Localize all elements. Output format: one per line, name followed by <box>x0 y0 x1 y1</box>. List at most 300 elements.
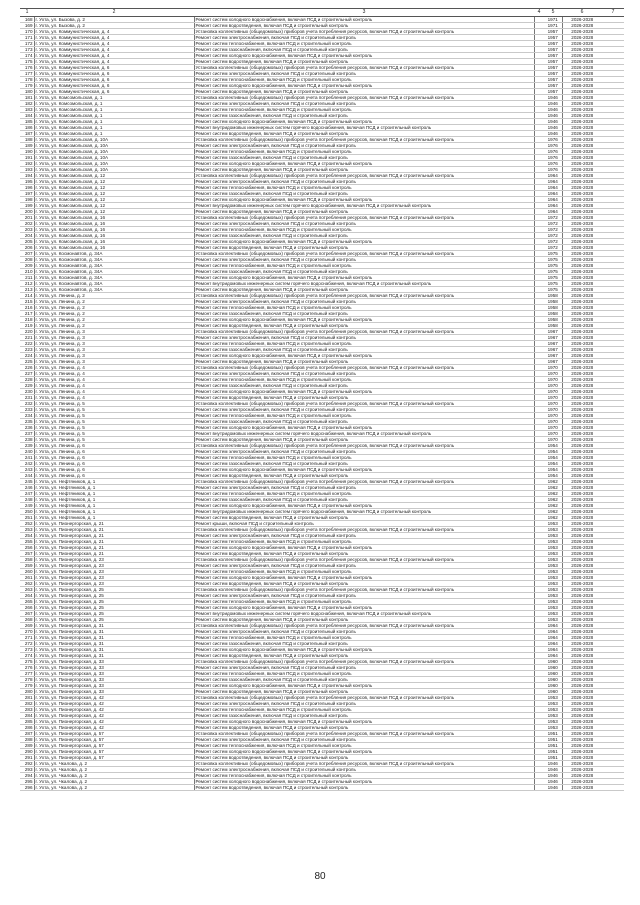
row-address: г. Ухта, ул. Космонавтов, д. 34А <box>34 269 194 275</box>
row-year-built: 1972 <box>544 245 562 251</box>
row-address: г. Ухта, ул. Чкалова, д. 2 <box>34 773 194 779</box>
row-work-type: Ремонт систем газоснабжения, включая ПСД и строительный контроль <box>194 461 534 467</box>
row-number: 262 <box>20 581 34 587</box>
row-number: 184 <box>20 113 34 119</box>
row-address: г. Ухта, ул. Коммунистическая, д. 4 <box>34 53 194 59</box>
row-address: г. Ухта, ул. Пионергорская, д. 57 <box>34 737 194 743</box>
row-work-type: Установка коллективных (общедомовых) приборов учета потребления ресурсов, включая ПСД и строительный контроль <box>194 731 534 737</box>
row-work-type: Установка коллективных (общедомовых) приборов учета потребления ресурсов, включая ПСД и строительный контроль <box>194 95 534 101</box>
row-year-built: 1953 <box>544 611 562 617</box>
row-address: г. Ухта, ул. Ленина, д. 3 <box>34 341 194 347</box>
row-number: 188 <box>20 137 34 143</box>
row-address: г. Ухта, ул. Комсомольская, д. 1 <box>34 101 194 107</box>
row-year-built: 1946 <box>544 761 562 767</box>
row-period: 2026-2028 <box>562 311 602 317</box>
row-work-type: Ремонт систем теплоснабжения, включая ПСД и строительный контроль <box>194 227 534 233</box>
header-col-6: 6 <box>562 9 602 17</box>
row-work-type: Ремонт систем газоснабжения, включая ПСД и строительный контроль <box>194 113 534 119</box>
row-work-type: Ремонт систем водоотведения, включая ПСД и строительный контроль <box>194 59 534 65</box>
row-work-type: Ремонт систем теплоснабжения, включая ПСД и строительный контроль <box>194 185 534 191</box>
row-work-type: Ремонт систем водоотведения, включая ПСД и строительный контроль <box>194 245 534 251</box>
row-year-built: 1970 <box>544 365 562 371</box>
row-address: г. Ухта, ул. Ленина, д. 2 <box>34 323 194 329</box>
row-work-type: Ремонт систем электроснабжения, включая ПСД и строительный контроль <box>194 335 534 341</box>
row-work-type: Ремонт систем холодного водоснабжения, включая ПСД и строительный контроль <box>194 719 534 725</box>
row-period: 2026-2028 <box>562 707 602 713</box>
row-address: г. Ухта, ул. Пионергорская, д. 23 <box>34 557 194 563</box>
row-address: г. Ухта, ул. Пионергорская, д. 21 <box>34 527 194 533</box>
row-period: 2026-2028 <box>562 485 602 491</box>
row-address: г. Ухта, ул. Пионергорская, д. 33 <box>34 689 194 695</box>
row-work-type: Ремонт систем холодного водоснабжения, включая ПСД и строительный контроль <box>194 53 534 59</box>
row-address: г. Ухта, ул. Нефтяников, д. 1 <box>34 503 194 509</box>
row-address: г. Ухта, ул. Пионергорская, д. 23 <box>34 581 194 587</box>
row-period: 2026-2028 <box>562 755 602 761</box>
row-work-type: Ремонт систем холодного водоснабжения, включая ПСД и строительный контроль <box>194 317 534 323</box>
row-year-built: 1958 <box>544 317 562 323</box>
row-period: 2026-2028 <box>562 623 602 629</box>
row-number: 291 <box>20 755 34 761</box>
row-number: 287 <box>20 731 34 737</box>
row-number: 264 <box>20 593 34 599</box>
row-number: 181 <box>20 95 34 101</box>
row-work-type: Ремонт систем теплоснабжения, включая ПСД и строительный контроль <box>194 773 534 779</box>
row-address: г. Ухта, ул. Космонавтов, д. 34А <box>34 257 194 263</box>
row-year-built: 1962 <box>544 485 562 491</box>
row-year-built: 1960 <box>544 671 562 677</box>
row-address: г. Ухта, ул. Комсомольская, д. 12 <box>34 197 194 203</box>
row-work-type: Ремонт систем холодного водоснабжения, включая ПСД и строительный контроль <box>194 389 534 395</box>
row-number: 260 <box>20 569 34 575</box>
row-number: 212 <box>20 281 34 287</box>
row-number: 268 <box>20 617 34 623</box>
row-period: 2026-2028 <box>562 665 602 671</box>
row-year-built: 1958 <box>544 305 562 311</box>
row-number: 282 <box>20 701 34 707</box>
row-work-type: Ремонт внутридомовых инженерных систем горячего водоснабжения, включая ПСД и строительный контроль <box>194 203 534 209</box>
row-address: г. Ухта, ул. Ленина, д. 4 <box>34 377 194 383</box>
row-period: 2026-2028 <box>562 575 602 581</box>
row-work-type: Ремонт систем холодного водоснабжения, включая ПСД и строительный контроль <box>194 575 534 581</box>
row-year-built: 1946 <box>544 107 562 113</box>
row-address: г. Ухта, ул. Комсомольская, д. 16 <box>34 239 194 245</box>
row-number: 283 <box>20 707 34 713</box>
row-work-type: Ремонт систем теплоснабжения, включая ПСД и строительный контроль <box>194 569 534 575</box>
row-year-built: 1953 <box>544 719 562 725</box>
row-period: 2026-2028 <box>562 233 602 239</box>
row-number: 196 <box>20 185 34 191</box>
row-number: 270 <box>20 629 34 635</box>
row-address: г. Ухта, ул. Космонавтов, д. 34А <box>34 281 194 287</box>
row-work-type: Ремонт систем теплоснабжения, включая ПСД и строительный контроль <box>194 305 534 311</box>
row-work-type: Ремонт систем водоотведения, включая ПСД и строительный контроль <box>194 167 534 173</box>
row-year-built: 1958 <box>544 299 562 305</box>
row-address: г. Ухта, ул. Чкалова, д. 2 <box>34 761 194 767</box>
row-year-built: 1953 <box>544 617 562 623</box>
row-number: 177 <box>20 71 34 77</box>
row-number: 296 <box>20 785 34 791</box>
row-year-built: 1975 <box>544 269 562 275</box>
row-work-type: Ремонт систем теплоснабжения, включая ПСД и строительный контроль <box>194 41 534 47</box>
row-period: 2026-2028 <box>562 539 602 545</box>
row-year-built: 1972 <box>544 233 562 239</box>
row-work-type: Ремонт систем электроснабжения, включая ПСД и строительный контроль <box>194 179 534 185</box>
row-number: 205 <box>20 239 34 245</box>
row-address: г. Ухта, ул. Пионергорская, д. 42 <box>34 725 194 731</box>
row-number: 242 <box>20 461 34 467</box>
row-number: 272 <box>20 641 34 647</box>
row-period: 2026-2028 <box>562 173 602 179</box>
row-period: 2026-2028 <box>562 179 602 185</box>
row-period: 2026-2028 <box>562 467 602 473</box>
row-address: г. Ухта, ул. Комсомольская, д. 10А <box>34 143 194 149</box>
row-year-built: 1975 <box>544 257 562 263</box>
row-year-built: 1962 <box>544 509 562 515</box>
row-period: 2026-2028 <box>562 101 602 107</box>
row-period: 2026-2028 <box>562 593 602 599</box>
row-number: 197 <box>20 191 34 197</box>
row-address: г. Ухта, ул. Пионергорская, д. 25 <box>34 617 194 623</box>
row-work-type: Ремонт внутридомовых инженерных систем горячего водоснабжения, включая ПСД и строительный контроль <box>194 281 534 287</box>
row-address: г. Ухта, ул. Пионергорская, д. 42 <box>34 701 194 707</box>
row-number: 173 <box>20 47 34 53</box>
row-address: г. Ухта, ул. Пионергорская, д. 57 <box>34 743 194 749</box>
row-address: г. Ухта, ул. Пионергорская, д. 25 <box>34 593 194 599</box>
row-address: г. Ухта, ул. Чкалова, д. 2 <box>34 767 194 773</box>
row-number: 222 <box>20 341 34 347</box>
row-address: г. Ухта, ул. Пионергорская, д. 57 <box>34 755 194 761</box>
row-number: 214 <box>20 293 34 299</box>
row-address: г. Ухта, ул. Ленина, д. 5 <box>34 425 194 431</box>
row-number: 168 <box>20 17 34 23</box>
row-number: 251 <box>20 515 34 521</box>
row-number: 191 <box>20 155 34 161</box>
row-period: 2026-2028 <box>562 473 602 479</box>
row-period: 2026-2028 <box>562 731 602 737</box>
row-period: 2026-2028 <box>562 239 602 245</box>
row-period: 2026-2028 <box>562 65 602 71</box>
row-address: г. Ухта, ул. Нефтяников, д. 1 <box>34 485 194 491</box>
row-number: 204 <box>20 233 34 239</box>
row-year-built: 1972 <box>544 215 562 221</box>
row-work-type: Ремонт систем холодного водоснабжения, включая ПСД и строительный контроль <box>194 275 534 281</box>
row-work-type: Ремонт систем водоотведения, включая ПСД и строительный контроль <box>194 23 534 29</box>
row-year-built: 1972 <box>544 221 562 227</box>
row-number: 288 <box>20 737 34 743</box>
row-address: г. Ухта, ул. Комсомольская, д. 12 <box>34 209 194 215</box>
row-work-type: Ремонт систем электроснабжения, включая ПСД и строительный контроль <box>194 485 534 491</box>
row-address: г. Ухта, ул. Пионергорская, д. 21 <box>34 551 194 557</box>
row-address: г. Ухта, ул. Ленина, д. 3 <box>34 347 194 353</box>
row-period: 2026-2028 <box>562 167 602 173</box>
row-work-type: Ремонт систем водоотведения, включая ПСД и строительный контроль <box>194 755 534 761</box>
row-number: 201 <box>20 215 34 221</box>
row-work-type: Установка коллективных (общедомовых) приборов учета потребления ресурсов, включая ПСД и строительный контроль <box>194 173 534 179</box>
row-work-type: Ремонт систем холодного водоснабжения, включая ПСД и строительный контроль <box>194 119 534 125</box>
row-work-type: Ремонт систем холодного водоснабжения, включая ПСД и строительный контроль <box>194 683 534 689</box>
row-address: г. Ухта, ул. Бызова, д. 2 <box>34 17 194 23</box>
row-period: 2026-2028 <box>562 767 602 773</box>
row-year-built: 1953 <box>544 599 562 605</box>
row-number: 235 <box>20 419 34 425</box>
row-work-type: Установка коллективных (общедомовых) приборов учета потребления ресурсов, включая ПСД и строительный контроль <box>194 761 534 767</box>
row-number: 269 <box>20 623 34 629</box>
row-number: 213 <box>20 287 34 293</box>
row-number: 180 <box>20 89 34 95</box>
row-number: 285 <box>20 719 34 725</box>
row-period: 2026-2028 <box>562 437 602 443</box>
row-year-built: 1951 <box>544 731 562 737</box>
row-period: 2026-2028 <box>562 689 602 695</box>
row-year-built: 1958 <box>544 311 562 317</box>
row-work-type: Ремонт систем водоотведения, включая ПСД и строительный контроль <box>194 209 534 215</box>
row-period: 2026-2028 <box>562 125 602 131</box>
row-number: 172 <box>20 41 34 47</box>
row-period: 2026-2028 <box>562 89 602 95</box>
row-work-type: Ремонт систем теплоснабжения, включая ПСД и строительный контроль <box>194 413 534 419</box>
row-address: г. Ухта, ул. Ленина, д. 3 <box>34 353 194 359</box>
row-address: г. Ухта, ул. Комсомольская, д. 1 <box>34 131 194 137</box>
row-work-type: Ремонт систем водоотведения, включая ПСД и строительный контроль <box>194 323 534 329</box>
row-address: г. Ухта, ул. Пионергорская, д. 33 <box>34 683 194 689</box>
row-period: 2026-2028 <box>562 293 602 299</box>
row-work-type: Установка коллективных (общедомовых) приборов учета потребления ресурсов, включая ПСД и строительный контроль <box>194 623 534 629</box>
row-period: 2026-2028 <box>562 119 602 125</box>
row-year-built: 1953 <box>544 701 562 707</box>
row-period: 2026-2028 <box>562 35 602 41</box>
row-address: г. Ухта, ул. Комсомольская, д. 1 <box>34 119 194 125</box>
row-year-built: 1976 <box>544 155 562 161</box>
row-number: 243 <box>20 467 34 473</box>
row-period: 2026-2028 <box>562 191 602 197</box>
row-address: г. Ухта, ул. Комсомольская, д. 1 <box>34 125 194 131</box>
row-number: 169 <box>20 23 34 29</box>
header-col-1: 1 <box>20 9 34 17</box>
row-work-type: Ремонт систем теплоснабжения, включая ПСД и строительный контроль <box>194 491 534 497</box>
row-number: 259 <box>20 563 34 569</box>
row-address: г. Ухта, ул. Коммунистическая, д. 4 <box>34 29 194 35</box>
row-year-built: 1967 <box>544 335 562 341</box>
row-address: г. Ухта, ул. Комсомольская, д. 1 <box>34 95 194 101</box>
row-address: г. Ухта, ул. Пионергорская, д. 31 <box>34 629 194 635</box>
row-address: г. Ухта, ул. Коммунистическая, д. 4 <box>34 35 194 41</box>
row-work-type: Ремонт систем холодного водоснабжения, включая ПСД и строительный контроль <box>194 239 534 245</box>
row-year-built: 1954 <box>544 467 562 473</box>
row-work-type: Ремонт систем газоснабжения, включая ПСД и строительный контроль <box>194 191 534 197</box>
row-period: 2026-2028 <box>562 17 602 23</box>
row-address: г. Ухта, ул. Ленина, д. 4 <box>34 389 194 395</box>
row-year-built: 1964 <box>544 623 562 629</box>
row-work-type: Ремонт систем теплоснабжения, включая ПСД и строительный контроль <box>194 539 534 545</box>
row-number: 274 <box>20 653 34 659</box>
row-number: 239 <box>20 443 34 449</box>
row-work-type: Ремонт систем электроснабжения, включая ПСД и строительный контроль <box>194 665 534 671</box>
row-period: 2026-2028 <box>562 269 602 275</box>
row-number: 284 <box>20 713 34 719</box>
row-period: 2026-2028 <box>562 257 602 263</box>
row-period: 2026-2028 <box>562 431 602 437</box>
row-number: 281 <box>20 695 34 701</box>
row-work-type: Установка коллективных (общедомовых) приборов учета потребления ресурсов, включая ПСД и строительный контроль <box>194 137 534 143</box>
row-address: г. Ухта, ул. Ленина, д. 5 <box>34 413 194 419</box>
row-work-type: Ремонт систем водоотведения, включая ПСД и строительный контроль <box>194 653 534 659</box>
row-year-built: 1957 <box>544 65 562 71</box>
row-period: 2026-2028 <box>562 353 602 359</box>
row-address: г. Ухта, ул. Нефтяников, д. 1 <box>34 497 194 503</box>
row-work-type: Ремонт систем холодного водоснабжения, включая ПСД и строительный контроль <box>194 503 534 509</box>
row-year-built: 1962 <box>544 479 562 485</box>
row-number: 224 <box>20 353 34 359</box>
row-number: 275 <box>20 659 34 665</box>
row-year-built: 1957 <box>544 59 562 65</box>
row-address: г. Ухта, ул. Пионергорская, д. 42 <box>34 695 194 701</box>
row-work-type: Ремонт систем электроснабжения, включая ПСД и строительный контроль <box>194 101 534 107</box>
row-work-type: Ремонт систем электроснабжения, включая ПСД и строительный контроль <box>194 533 534 539</box>
row-empty-col-4 <box>534 785 544 791</box>
row-year-built: 1967 <box>544 341 562 347</box>
row-address: г. Ухта, ул. Ленина, д. 3 <box>34 359 194 365</box>
row-number: 273 <box>20 647 34 653</box>
row-period: 2026-2028 <box>562 413 602 419</box>
row-number: 290 <box>20 749 34 755</box>
row-period: 2026-2028 <box>562 389 602 395</box>
row-year-built: 1946 <box>544 125 562 131</box>
row-address: г. Ухта, ул. Космонавтов, д. 34А <box>34 275 194 281</box>
row-number: 206 <box>20 245 34 251</box>
row-work-type: Ремонт систем холодного водоснабжения, включая ПСД и строительный контроль <box>194 545 534 551</box>
row-address: г. Ухта, ул. Нефтяников, д. 1 <box>34 515 194 521</box>
row-year-built: 1976 <box>544 167 562 173</box>
row-work-type: Ремонт систем холодного водоснабжения, включая ПСД и строительный контроль <box>194 83 534 89</box>
row-number: 227 <box>20 371 34 377</box>
row-period: 2026-2028 <box>562 395 602 401</box>
row-work-type: Ремонт систем водоотведения, включая ПСД и строительный контроль <box>194 689 534 695</box>
row-year-built: 1951 <box>544 749 562 755</box>
row-year-built: 1970 <box>544 401 562 407</box>
row-number: 175 <box>20 59 34 65</box>
row-work-type: Ремонт систем водоотведения, включая ПСД и строительный контроль <box>194 473 534 479</box>
row-year-built: 1954 <box>544 473 562 479</box>
row-year-built: 1964 <box>544 173 562 179</box>
row-address: г. Ухта, ул. Пионергорская, д. 57 <box>34 731 194 737</box>
row-work-type: Ремонт систем теплоснабжения, включая ПСД и строительный контроль <box>194 671 534 677</box>
row-year-built: 1962 <box>544 515 562 521</box>
row-number: 203 <box>20 227 34 233</box>
row-period: 2026-2028 <box>562 107 602 113</box>
row-period: 2026-2028 <box>562 407 602 413</box>
row-work-type: Ремонт внутридомовых инженерных систем горячего водоснабжения, включая ПСД и строительный контроль <box>194 125 534 131</box>
row-address: г. Ухта, ул. Пионергорская, д. 31 <box>34 647 194 653</box>
row-work-type: Ремонт систем теплоснабжения, включая ПСД и строительный контроль <box>194 107 534 113</box>
row-year-built: 1964 <box>544 653 562 659</box>
row-year-built: 1962 <box>544 503 562 509</box>
row-year-built: 1964 <box>544 209 562 215</box>
row-year-built: 1958 <box>544 323 562 329</box>
row-work-type: Ремонт систем газоснабжения, включая ПСД и строительный контроль <box>194 269 534 275</box>
row-work-type: Ремонт систем водоотведения, включая ПСД и строительный контроль <box>194 437 534 443</box>
row-number: 263 <box>20 587 34 593</box>
row-year-built: 1953 <box>544 545 562 551</box>
row-period: 2026-2028 <box>562 695 602 701</box>
row-number: 295 <box>20 779 34 785</box>
row-year-built: 1953 <box>544 563 562 569</box>
row-number: 267 <box>20 611 34 617</box>
row-year-built: 1953 <box>544 713 562 719</box>
row-work-type: Ремонт систем электроснабжения, включая ПСД и строительный контроль <box>194 629 534 635</box>
row-year-built: 1946 <box>544 773 562 779</box>
row-period: 2026-2028 <box>562 137 602 143</box>
row-year-built: 1976 <box>544 143 562 149</box>
row-work-type: Ремонт систем водоотведения, включая ПСД и строительный контроль <box>194 551 534 557</box>
row-number: 233 <box>20 407 34 413</box>
row-period: 2026-2028 <box>562 71 602 77</box>
row-year-built: 1967 <box>544 329 562 335</box>
row-number: 265 <box>20 599 34 605</box>
row-period: 2026-2028 <box>562 569 602 575</box>
row-year-built: 1962 <box>544 497 562 503</box>
row-year-built: 1957 <box>544 71 562 77</box>
row-work-type: Ремонт систем холодного водоснабжения, включая ПСД и строительный контроль <box>194 749 534 755</box>
row-work-type: Ремонт систем водоотведения, включая ПСД и строительный контроль <box>194 617 534 623</box>
row-period: 2026-2028 <box>562 563 602 569</box>
row-period: 2026-2028 <box>562 401 602 407</box>
row-period: 2026-2028 <box>562 773 602 779</box>
row-number: 218 <box>20 317 34 323</box>
row-number: 241 <box>20 455 34 461</box>
header-col-2: 2 <box>34 9 194 17</box>
row-address: г. Ухта, ул. Комсомольская, д. 12 <box>34 185 194 191</box>
row-work-type: Ремонт систем теплоснабжения, включая ПСД и строительный контроль <box>194 743 534 749</box>
row-number: 207 <box>20 251 34 257</box>
row-work-type: Установка коллективных (общедомовых) приборов учета потребления ресурсов, включая ПСД и строительный контроль <box>194 479 534 485</box>
row-address: г. Ухта, ул. Нефтяников, д. 1 <box>34 509 194 515</box>
row-address: г. Ухта, ул. Пионергорская, д. 31 <box>34 653 194 659</box>
row-work-type: Ремонт систем водоотведения, включая ПСД и строительный контроль <box>194 89 534 95</box>
row-period: 2026-2028 <box>562 749 602 755</box>
capital-repair-table <box>20 8 624 791</box>
row-period: 2026-2028 <box>562 359 602 365</box>
row-year-built: 1970 <box>544 413 562 419</box>
row-number: 228 <box>20 377 34 383</box>
row-year-built: 1954 <box>544 455 562 461</box>
row-address: г. Ухта, ул. Пионергорская, д. 23 <box>34 575 194 581</box>
row-address: г. Ухта, ул. Бызова, д. 2 <box>34 23 194 29</box>
row-work-type: Ремонт систем холодного водоснабжения, включая ПСД и строительный контроль <box>194 353 534 359</box>
row-address: г. Ухта, ул. Комсомольская, д. 1 <box>34 107 194 113</box>
row-number: 231 <box>20 395 34 401</box>
row-year-built: 1957 <box>544 47 562 53</box>
row-year-built: 1970 <box>544 371 562 377</box>
row-year-built: 1946 <box>544 95 562 101</box>
row-period: 2026-2028 <box>562 497 602 503</box>
row-address: г. Ухта, ул. Пионергорская, д. 42 <box>34 719 194 725</box>
row-year-built: 1946 <box>544 767 562 773</box>
row-address: г. Ухта, ул. Чкалова, д. 2 <box>34 779 194 785</box>
row-number: 250 <box>20 509 34 515</box>
row-year-built: 1975 <box>544 287 562 293</box>
row-address: г. Ухта, ул. Космонавтов, д. 34А <box>34 263 194 269</box>
row-year-built: 1953 <box>544 533 562 539</box>
row-year-built: 1951 <box>544 743 562 749</box>
row-number: 236 <box>20 425 34 431</box>
row-address: г. Ухта, ул. Комсомольская, д. 10А <box>34 137 194 143</box>
row-year-built: 1975 <box>544 275 562 281</box>
row-period: 2026-2028 <box>562 581 602 587</box>
header-col-7: 7 <box>602 9 624 17</box>
row-year-built: 1971 <box>544 23 562 29</box>
row-work-type: Ремонт систем теплоснабжения, включая ПСД и строительный контроль <box>194 149 534 155</box>
row-work-type: Установка коллективных (общедомовых) приборов учета потребления ресурсов, включая ПСД и строительный контроль <box>194 365 534 371</box>
